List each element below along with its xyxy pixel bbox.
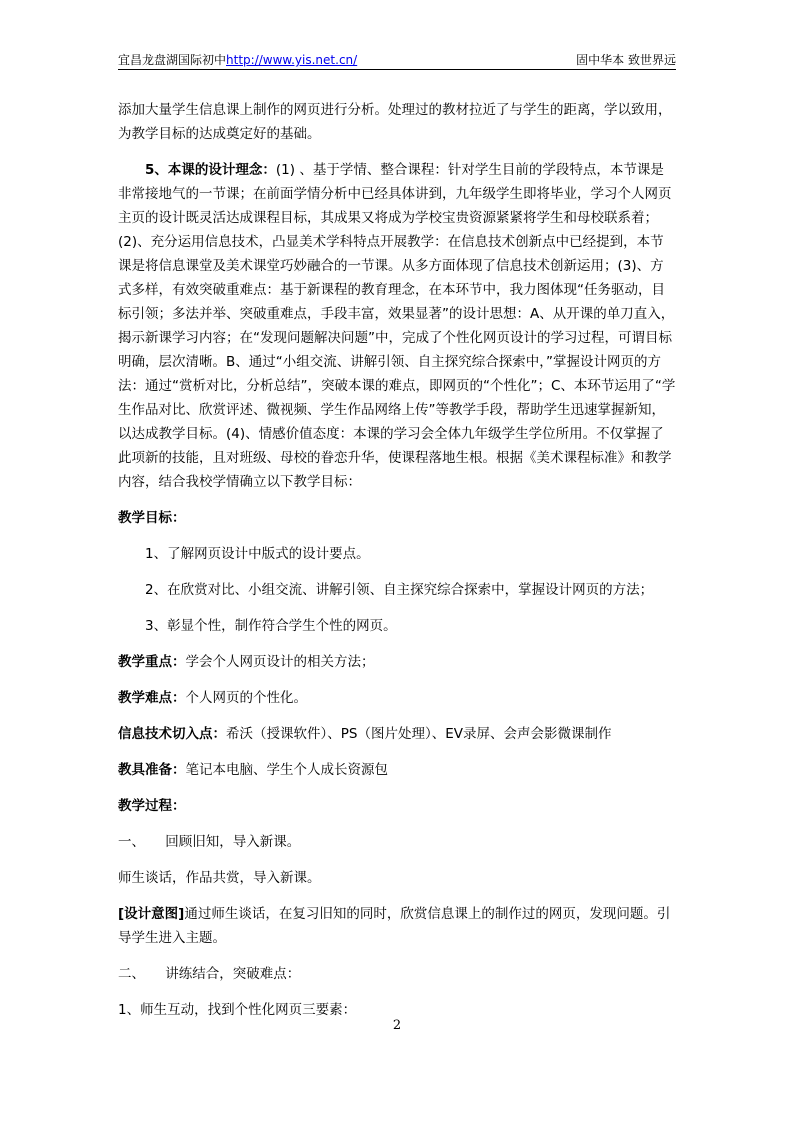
design-intent-text: 通过师生谈话，在复习旧知的同时，欣赏信息课上的制作过的网页，发现问题。引导学生进入主题。 <box>118 906 671 946</box>
document-body <box>118 98 676 1022</box>
teaching-process-heading: 教学过程： <box>118 798 186 814</box>
goal-item-2: 2、在欣赏对比、小组交流、讲解引领、自主探究综合探索中，掌握设计网页的方法； <box>145 582 654 598</box>
key-point-line <box>118 650 676 674</box>
page-number: 2 <box>392 1018 402 1033</box>
tools-label: 教具准备： <box>118 762 186 778</box>
intro-paragraph: 添加大量学生信息课上制作的网页进行分析。处理过的教材拉近了与学生的距离，学以致用，为教学目标的达成奠定好的基础。 <box>118 102 672 142</box>
tools-line <box>118 758 676 782</box>
difficulty-label: 教学难点： <box>118 690 186 706</box>
step-one-heading: 一、 回顾旧知，导入新课。 <box>118 834 301 850</box>
difficulty-line <box>118 686 676 710</box>
header-school-name: 宜昌龙盘湖国际初中 <box>118 53 227 67</box>
goal-item-1: 1、了解网页设计中版式的设计要点。 <box>145 546 370 562</box>
key-point-label: 教学重点： <box>118 654 186 670</box>
key-point-text: 学会个人网页设计的相关方法； <box>185 654 375 670</box>
tools-text: 笔记本电脑、学生个人成长资源包 <box>185 762 388 778</box>
design-concept-text: (1) 、基于学情、整合课程：针对学生目前的学段特点，本节课是非常接地气的一节课；在前面学情分析中已经具体讲到，九年级学生即将毕业，学习个人网页主页的设计既灵活达成课程目标，其成果又将成为学校宝贵资源紧紧将学生和母校联系着；(2)、充分运用信息技术，凸显美术学科特点开展教学：在信息技术创新点中已经提到，本节课是将信息课堂及美术课堂巧妙融合的一节课。从多方面体现了信息技术创新运用；(3)、方式多样，有效突破重难点：基于新课程的教育理念，在本环节中，我力图体现“任务驱动，目标引领；多法并举、突破重难点，手段丰富，效果显著”的设计思想：A、从开课的单刀直入，揭示新课学习内容；在“发现问题解决问题”中，完成了个性化网页设计的学习过程，可谓目标明确，层次清晰。B、通过“小组交流、讲解引领、自主探究综合探索中，”掌握设计网页的方法：通过“赏析对比，分析总结”，突破本课的难点，即网页的“个性化”；C、本环节运用了“学生作品对比、欣赏评述、微视频、学生作品网络上传”等教学手段，帮助学生迅速掌握新知，以达成教学目标。(4)、情感价值态度：本课的学习会全体九年级学生学位所用。不仅掌握了此项新的技能，且对班级、母校的眷恋升华，使课程落地生根。根据《美术课程标准》和教学内容，结合我校学情确立以下教学目标： <box>118 162 676 490</box>
teaching-goals-heading: 教学目标： <box>118 510 186 526</box>
it-entry-label: 信息技术切入点： <box>118 726 226 742</box>
design-intent-label: [设计意图] <box>118 906 185 922</box>
design-concept-title: 5、本课的设计理念： <box>145 162 276 178</box>
difficulty-text: 个人网页的个性化。 <box>185 690 307 706</box>
page-header <box>118 49 676 70</box>
header-url-link[interactable]: http://www.yis.net.cn/ <box>226 53 358 67</box>
design-concept-paragraph <box>118 158 676 494</box>
it-entry-text: 希沃（授课软件）、PS（图片处理）、EV录屏、会声会影微课制作 <box>226 726 612 742</box>
design-intent-paragraph <box>118 902 676 950</box>
header-motto: 固中华本 致世界远 <box>576 53 676 67</box>
step-two-item: 1、师生互动，找到个性化网页三要素： <box>118 1002 357 1018</box>
step-one-text: 师生谈话，作品共赏，导入新课。 <box>118 870 321 886</box>
it-entry-line <box>118 722 676 746</box>
step-two-heading: 二、 讲练结合，突破难点： <box>118 966 301 982</box>
goal-item-3: 3、彰显个性，制作符合学生个性的网页。 <box>145 618 397 634</box>
header-left <box>118 51 357 68</box>
